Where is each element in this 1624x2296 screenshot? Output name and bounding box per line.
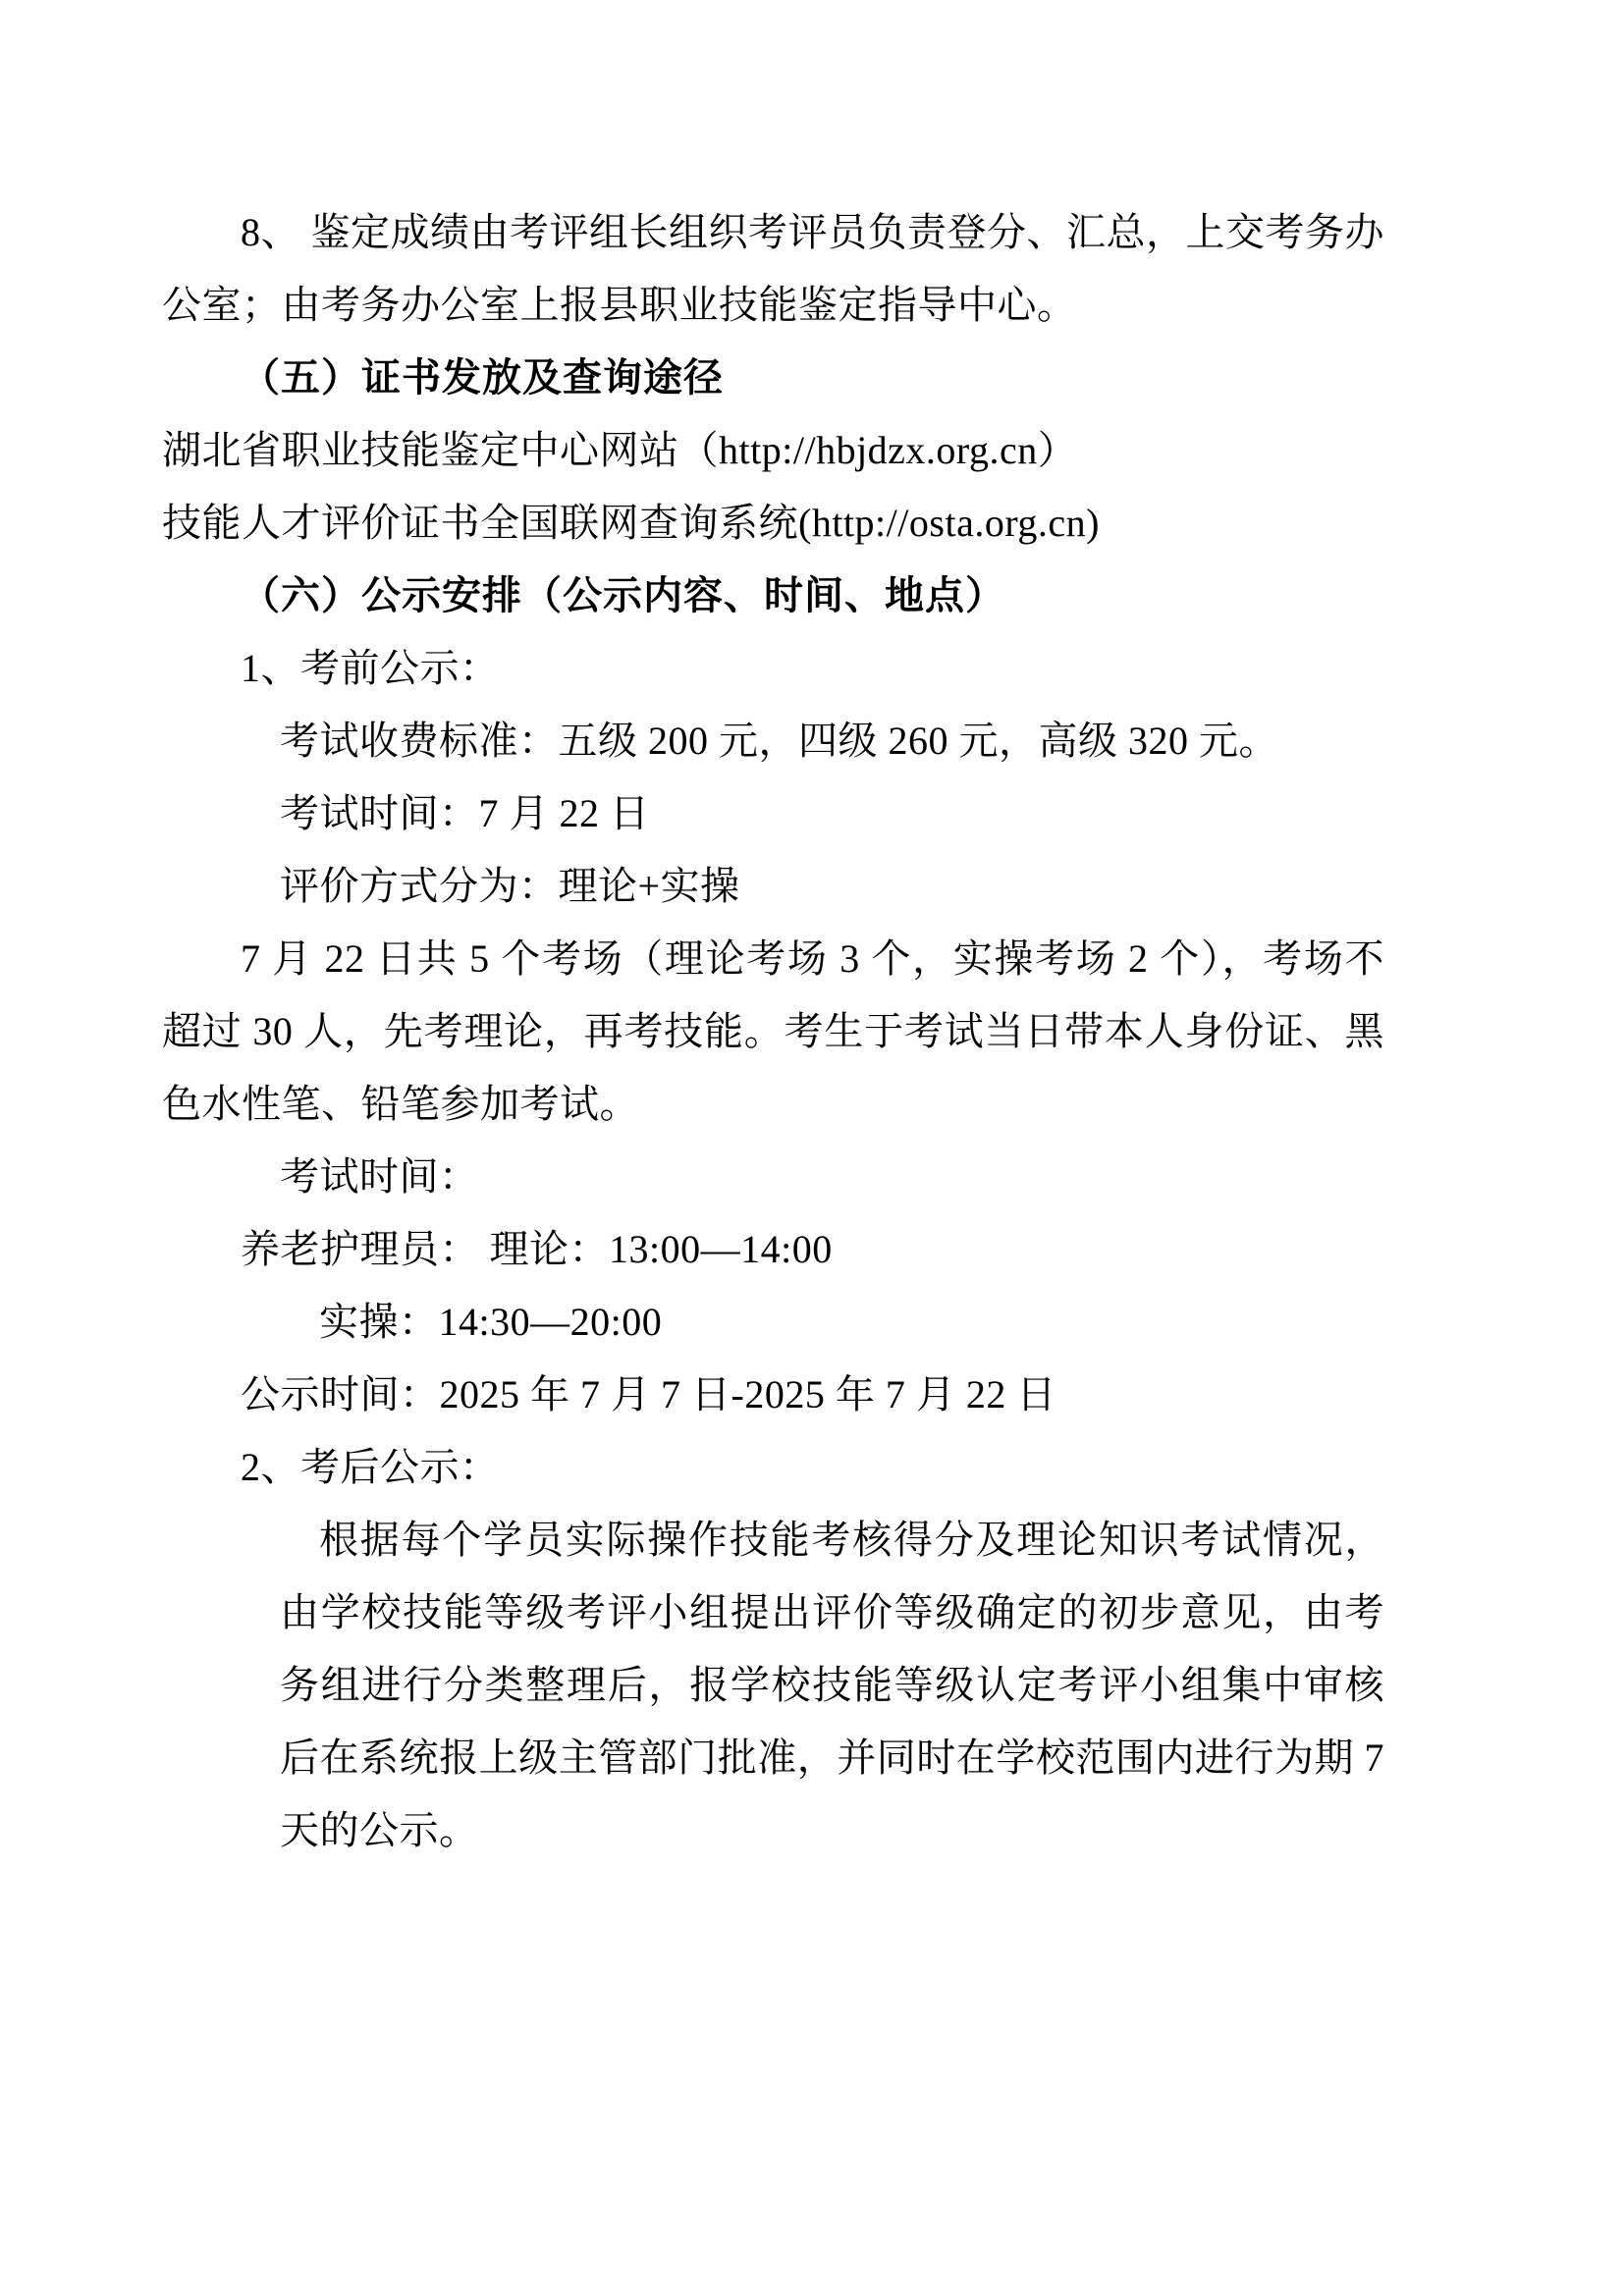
exam-fee-standard: 考试收费标准：五级 200 元，四级 260 元，高级 320 元。 (280, 719, 1278, 763)
post-exam-publicity-label: 2、考后公示： (241, 1445, 500, 1489)
exam-date: 考试时间：7 月 22 日 (280, 791, 650, 835)
evaluation-method: 评价方式分为：理论+实操 (280, 864, 740, 908)
document-body (162, 196, 1384, 1867)
publicity-period: 公示时间：2025 年 7 月 7 日-2025 年 7 月 22 日 (241, 1372, 1056, 1416)
paragraph-item-8: 8、 鉴定成绩由考评组长组织考评员负责登分、汇总，上交考务办公室；由考务办公室上报县职业技能鉴定指导中心。 (162, 210, 1384, 327)
section-heading-five: （五）证书发放及查询途径 (241, 355, 724, 400)
section-heading-six: （六）公示安排（公示内容、时间、地点） (241, 573, 1005, 617)
exam-time-theory: 养老护理员： 理论：13:00—14:00 (241, 1227, 833, 1271)
post-exam-publicity-body: 根据每个学员实际操作技能考核得分及理论知识考试情况，由学校技能等级考评小组提出评价等级确定的初步意见，由考务组进行分类整理后，报学校技能等级认定考评小组集中审核后在系统报上级主管部门批准，并同时在学校范围内进行为期 7 天的公示。 (280, 1518, 1384, 1852)
exam-time-label: 考试时间： (280, 1154, 479, 1199)
pre-exam-publicity-label: 1、考前公示： (241, 646, 500, 690)
exam-time-practice: 实操：14:30—20:00 (319, 1300, 663, 1344)
certificate-website-hubei: 湖北省职业技能鉴定中心网站（http://hbjdzx.org.cn） (162, 428, 1078, 472)
certificate-website-national: 技能人才评价证书全国联网查询系统(http://osta.org.cn) (162, 501, 1100, 545)
exam-room-arrangement: 7 月 22 日共 5 个考场（理论考场 3 个，实操考场 2 个），考场不超过 30 人，先考理论，再考技能。考生于考试当日带本人身份证、黑色水性笔、铅笔参加考试。 (162, 936, 1384, 1126)
